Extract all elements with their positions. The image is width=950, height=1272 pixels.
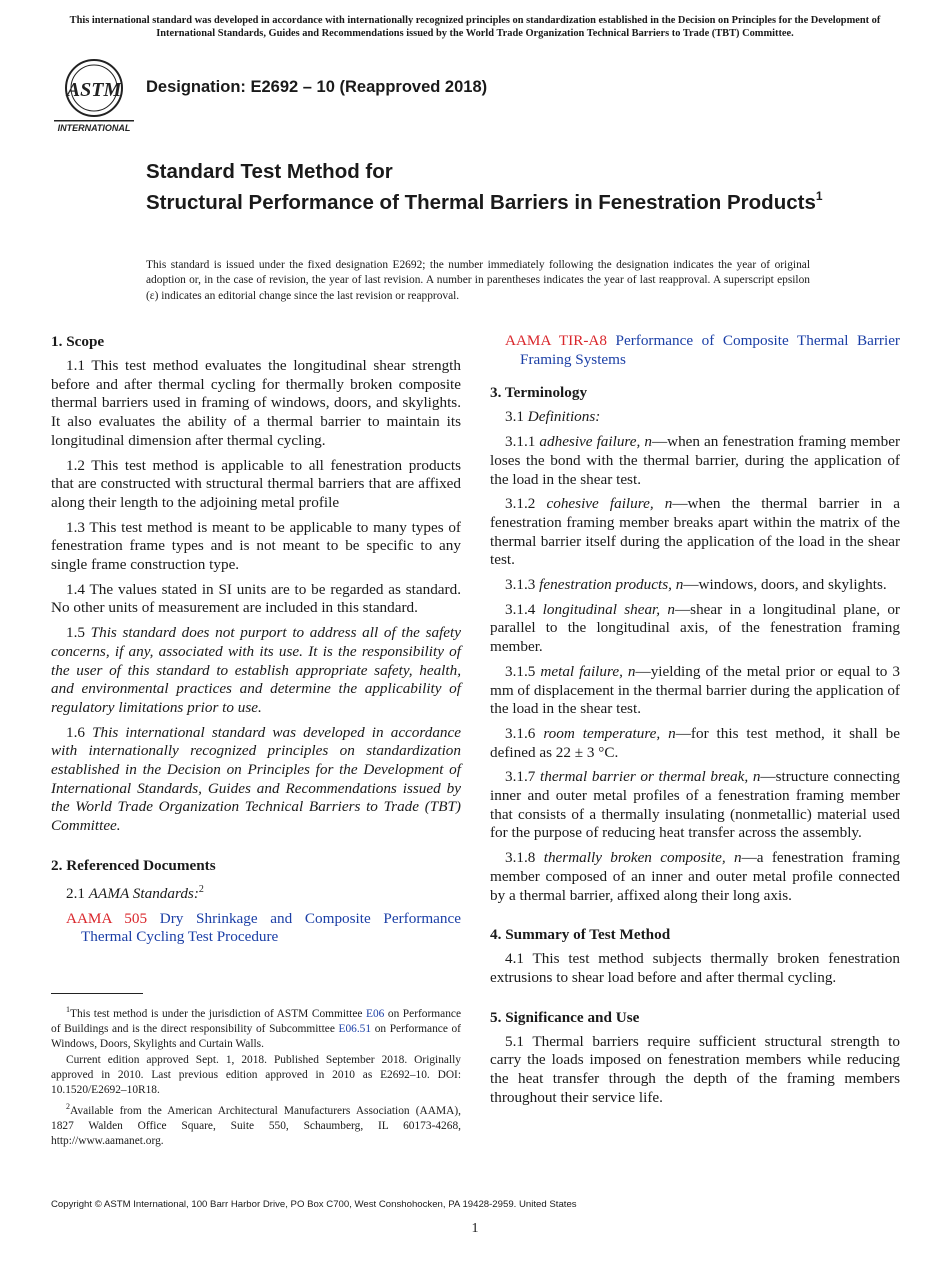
right-column xyxy=(490,332,900,1114)
paragraph-1-2: 1.2 This test method is applicable to all fenestration products that are constructed with structural thermal barriers that are affixed along their length to the adjoining metal profile xyxy=(51,456,461,511)
section-heading-summary: 4. Summary of Test Method xyxy=(490,926,671,944)
logo-caption: INTERNATIONAL xyxy=(57,123,131,133)
paragraph-3-1: 3.1 Definitions: xyxy=(505,408,601,426)
section-heading-refs: 2. Referenced Documents xyxy=(51,856,216,874)
link-e06[interactable]: E06 xyxy=(366,1007,385,1020)
standards-notice: This international standard was developed in accordance with internationally recognized principles on standardization established in the Decision on Principles for the Development of International Standards, Guides and Recommendations issued by the World Trade Organization Technical Barriers to Trade (TBT) Committee. xyxy=(69,15,881,39)
footnote-1: $^1$This test method is under the jurisdiction of ASTM Committee E06 on Performance of Buildings and is the direct responsibility of Subcommittee E06.51 on Performance of Windows, Doors, Skylights and Curtain Walls. xyxy=(51,1005,461,1051)
definition-3-1-1: 3.1.1 adhesive failure, n—when an fenestration framing member loses the bond with the thermal barrier, during the application of the load in the shear test. xyxy=(490,433,900,488)
paragraph-1-1: 1.1 This test method evaluates the longitudinal shear strength before and after thermal cycling for thermally broken composite thermal barriers used in framing of windows, doors, and skylights. It also evaluates the ability of a thermal barrier to maintain its longitudinal dimension after thermal cycling. xyxy=(51,357,461,449)
footnotes xyxy=(51,1002,461,1149)
definition-3-1-8: 3.1.8 thermally broken composite, n—a fenestration framing member composed of an inner and outer metal profile connected by a thermal barrier, affixed along their long axis. xyxy=(490,849,900,904)
designation: Designation: E2692 – 10 (Reapproved 2018) xyxy=(146,78,488,96)
title-line-2: Structural Performance of Thermal Barriers in Fenestration Products$^1$ xyxy=(146,188,823,214)
title-footnote-mark: 1 xyxy=(815,188,823,203)
copyright-line: Copyright © ASTM International, 100 Barr Harbor Drive, PO Box C700, West Conshohocken, PA 19428-2959. United States xyxy=(51,1199,577,1210)
definition-3-1-3: 3.1.3 fenestration products, n—windows, doors, and skylights. xyxy=(505,576,887,594)
astm-logo xyxy=(52,56,136,134)
section-heading-significance: 5. Significance and Use xyxy=(490,1008,640,1026)
footnote-rule xyxy=(51,993,143,994)
definition-3-1-7: 3.1.7 thermal barrier or thermal break, n—structure connecting inner and outer metal profiles of a fenestration framing member that consists of a thermally insulating (nonmetallic) material used for the purpose of reducing heat transfer across the assembly. xyxy=(490,768,900,842)
section-heading-terminology: 3. Terminology xyxy=(490,384,588,402)
title-line-1: Standard Test Method for xyxy=(146,160,393,183)
section-heading-scope: 1. Scope xyxy=(51,333,105,350)
link-e06-51[interactable]: E06.51 xyxy=(338,1023,372,1036)
paragraph-1-3: 1.3 This test method is meant to be applicable to many types of fenestration frame types and is not meant to be specific to any single frame construction type. xyxy=(51,518,461,574)
definition-3-1-5: 3.1.5 metal failure, n—yielding of the metal prior or equal to 3 mm of displacement in the thermal barrier during the application of the load in the shear test. xyxy=(490,662,900,718)
document-title xyxy=(146,160,866,215)
definition-3-1-4: 3.1.4 longitudinal shear, n—shear in a longitudinal plane, or parallel to the longitudinal axis, of the fenestration framing member. xyxy=(490,600,900,656)
paragraph-2-1: 2.1 AAMA Standards:$^2$ xyxy=(66,883,204,902)
paragraph-1-5: 1.5 This standard does not purport to address all of the safety concerns, if any, associated with its use. It is the responsibility of the user of this standard to establish appropriate safety, health, and environmental practices and determine the applicability of regulatory limitations prior to use. xyxy=(51,624,462,716)
paragraph-1-4: 1.4 The values stated in SI units are to be regarded as standard. No other units of measurement are included in this standard. xyxy=(51,580,461,617)
paragraph-5-1: 5.1 Thermal barriers require sufficient structural strength to carry the loads imposed on fenestration members while reducing the heat transfer through the depth of the framing members throughout their service life. xyxy=(490,1032,900,1106)
definition-3-1-2: 3.1.2 cohesive failure, n—when the thermal barrier in a fenestration framing member breaks apart within the matrix of the thermal barrier itself during the application of the load in the shear test. xyxy=(490,495,901,569)
issuance-note: This standard is issued under the fixed designation E2692; the number immediately following the designation indicates the year of original adoption or, in the case of revision, the year of last revision. A number in parentheses indicates the year of last reapproval. A superscript epsilon (ε) indicates an editorial change since the last revision or reapproval. xyxy=(146,259,810,302)
footnote-1-edition: Current edition approved Sept. 1, 2018. Published September 2018. Originally approved in 2010. Last previous edition approved in 2010 as E2692–10. DOI: 10.1520/E2692–10R18. xyxy=(51,1053,461,1097)
paragraph-1-6: 1.6 This international standard was developed in accordance with internationally recognized principles on standardization established in the Decision on Principles for the Development of International Standards, Guides and Recommendations issued by the World Trade Organization Technical Barriers to Trade (TBT) Committee. xyxy=(51,723,462,835)
paragraph-4-1: 4.1 This test method subjects thermally broken fenestration extrusions to shear load before and after thermal cycling. xyxy=(490,950,900,986)
definition-3-1-6: 3.1.6 room temperature, n—for this test method, it shall be defined as 22 ± 3 °C. xyxy=(490,724,901,761)
left-column xyxy=(51,332,461,951)
footnote-2: $^2$Available from the American Architectural Manufacturers Association (AAMA), 1827 Walden Office Square, Suite 550, Schaumberg, IL 60173-4268, http://www.aamanet.org. xyxy=(51,1101,461,1147)
reference-aama-tir-a8[interactable]: AAMA TIR-A8 Performance of Composite Thermal Barrier Framing Systems xyxy=(505,332,900,368)
reference-aama-505[interactable]: AAMA 505 Dry Shrinkage and Composite Performance Thermal Cycling Test Procedure xyxy=(66,909,462,946)
logo-letters: ASTM xyxy=(66,79,122,101)
page-number: 1 xyxy=(471,1221,479,1236)
